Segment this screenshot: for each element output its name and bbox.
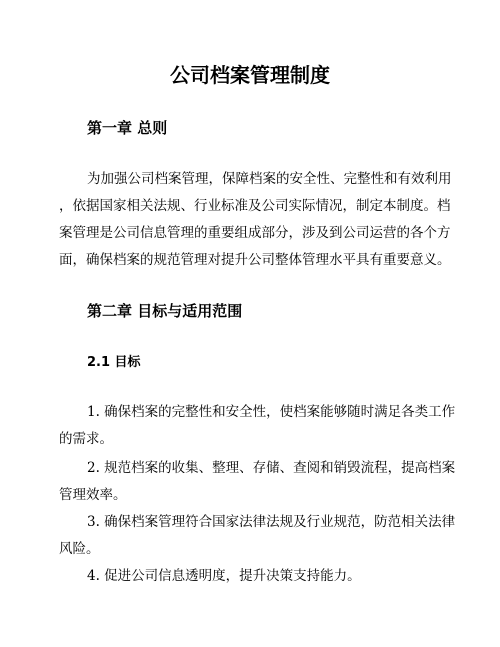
- paragraph-line: ，依据国家相关法规、行业标准及公司实际情况，制定本制度。档: [59, 198, 451, 214]
- list-item-line: 1. 确保档案的完整性和安全性，使档案能够随时满足各类工作: [87, 404, 456, 420]
- goal-item-4: [59, 563, 444, 590]
- list-item-line: 风险。: [59, 541, 100, 557]
- goal-item-3: [59, 509, 456, 563]
- list-item-line: 4. 促进公司信息透明度，提升决策支持能力。: [87, 568, 361, 584]
- chapter-1-heading: 第一章 总则: [87, 119, 168, 137]
- list-item-line: 2. 规范档案的收集、整理、存储、查阅和销毁流程，提高档案: [87, 460, 456, 476]
- list-item-line: 管理效率。: [59, 487, 127, 503]
- goal-item-2: [59, 455, 456, 509]
- paragraph-line: 为加强公司档案管理，保障档案的安全性、完整性和有效利用: [87, 171, 452, 187]
- list-item-line: 的需求。: [59, 431, 113, 447]
- goal-item-1: [59, 399, 456, 453]
- paragraph-line: 面，确保档案的规范管理对提升公司整体管理水平具有重要意义。: [59, 252, 451, 268]
- list-item-line: 3. 确保档案管理符合国家法律法规及行业规范，防范相关法律: [87, 514, 456, 530]
- document-title: 公司档案管理制度: [170, 63, 330, 87]
- chapter-1-paragraph: [59, 166, 452, 274]
- paragraph-line: 案管理是公司信息管理的重要组成部分，涉及到公司运营的各个方: [59, 225, 451, 241]
- section-2-1-heading: 2.1 目标: [87, 355, 141, 370]
- chapter-2-heading: 第二章 目标与适用范围: [87, 302, 243, 320]
